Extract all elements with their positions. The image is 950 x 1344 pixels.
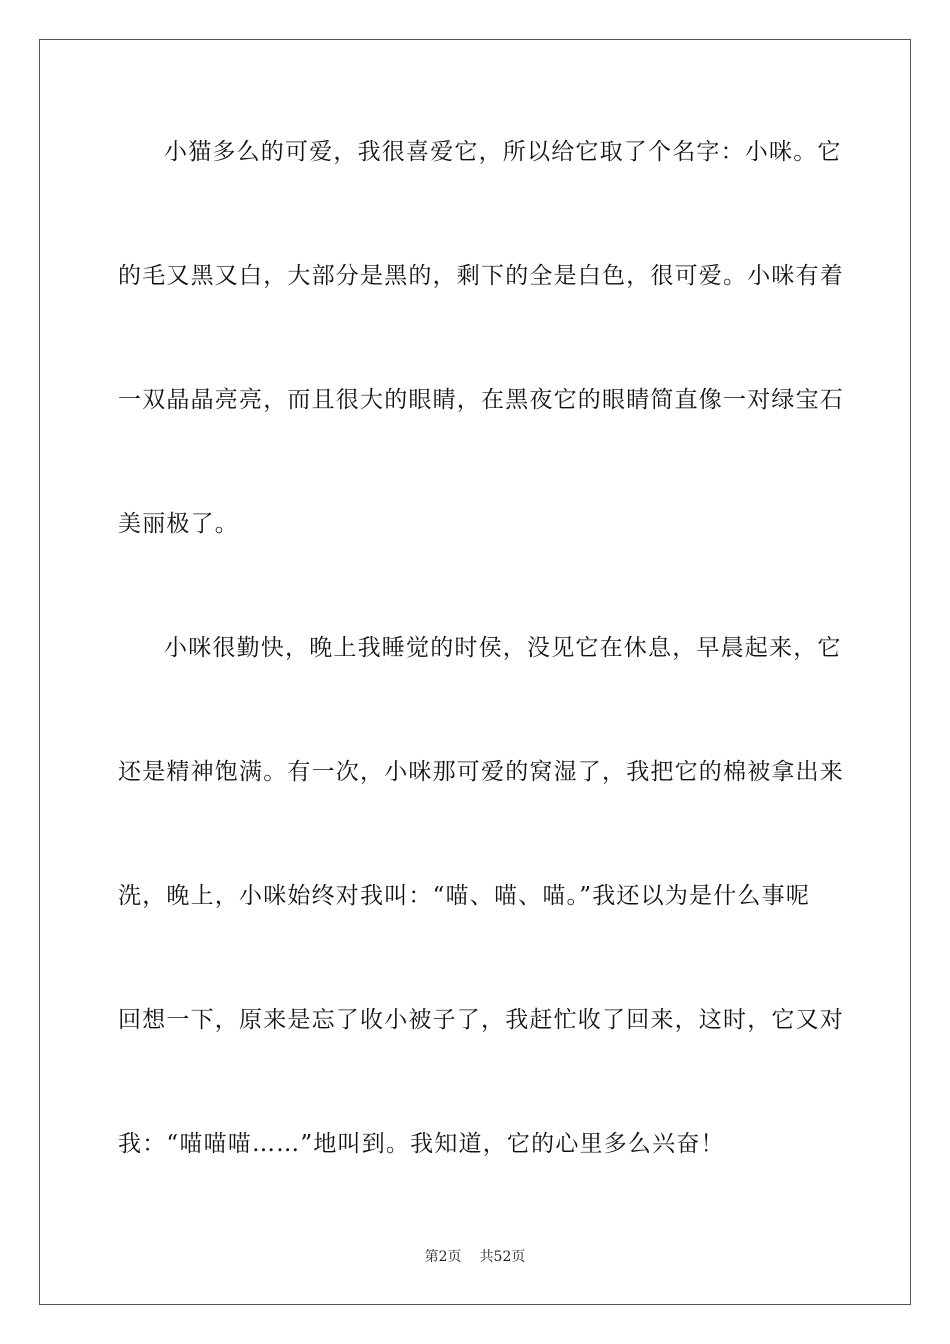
paragraph-1-line-4: 美丽极了。 bbox=[118, 511, 239, 537]
paragraph-2-line-2: 还是精神饱满。有一次，小咪那可爱的窝湿了，我把它的棉被拿出来 bbox=[118, 759, 844, 785]
paragraph-2-line-3: 洗，晚上，小咪始终对我叫：“喵、喵、喵。”我还以为是什么事呢 bbox=[118, 883, 811, 909]
paragraph-2-line-4: 回想一下，原来是忘了收小被子了，我赶忙收了回来，这时，它又对 bbox=[118, 1007, 844, 1033]
paragraph-2-line-5: 我：“喵喵喵……”地叫到。我知道，它的心里多么兴奋！ bbox=[118, 1131, 725, 1157]
page-total: 共52页 bbox=[479, 1249, 526, 1265]
page-footer bbox=[0, 1248, 950, 1266]
page-number: 第2页 bbox=[424, 1249, 462, 1265]
paragraph-1-line-3: 一双晶晶亮亮，而且很大的眼睛，在黑夜它的眼睛简直像一对绿宝石 bbox=[118, 387, 844, 413]
paragraph-1-line-2: 的毛又黑又白，大部分是黑的，剩下的全是白色，很可爱。小咪有着 bbox=[118, 263, 844, 289]
paragraph-1-line-1: 小猫多么的可爱，我很喜爱它，所以给它取了个名字：小咪。它 bbox=[164, 139, 842, 165]
paragraph-2-line-1: 小咪很勤快，晚上我睡觉的时侯，没见它在休息，早晨起来，它 bbox=[164, 635, 842, 661]
page-border bbox=[39, 39, 911, 1305]
